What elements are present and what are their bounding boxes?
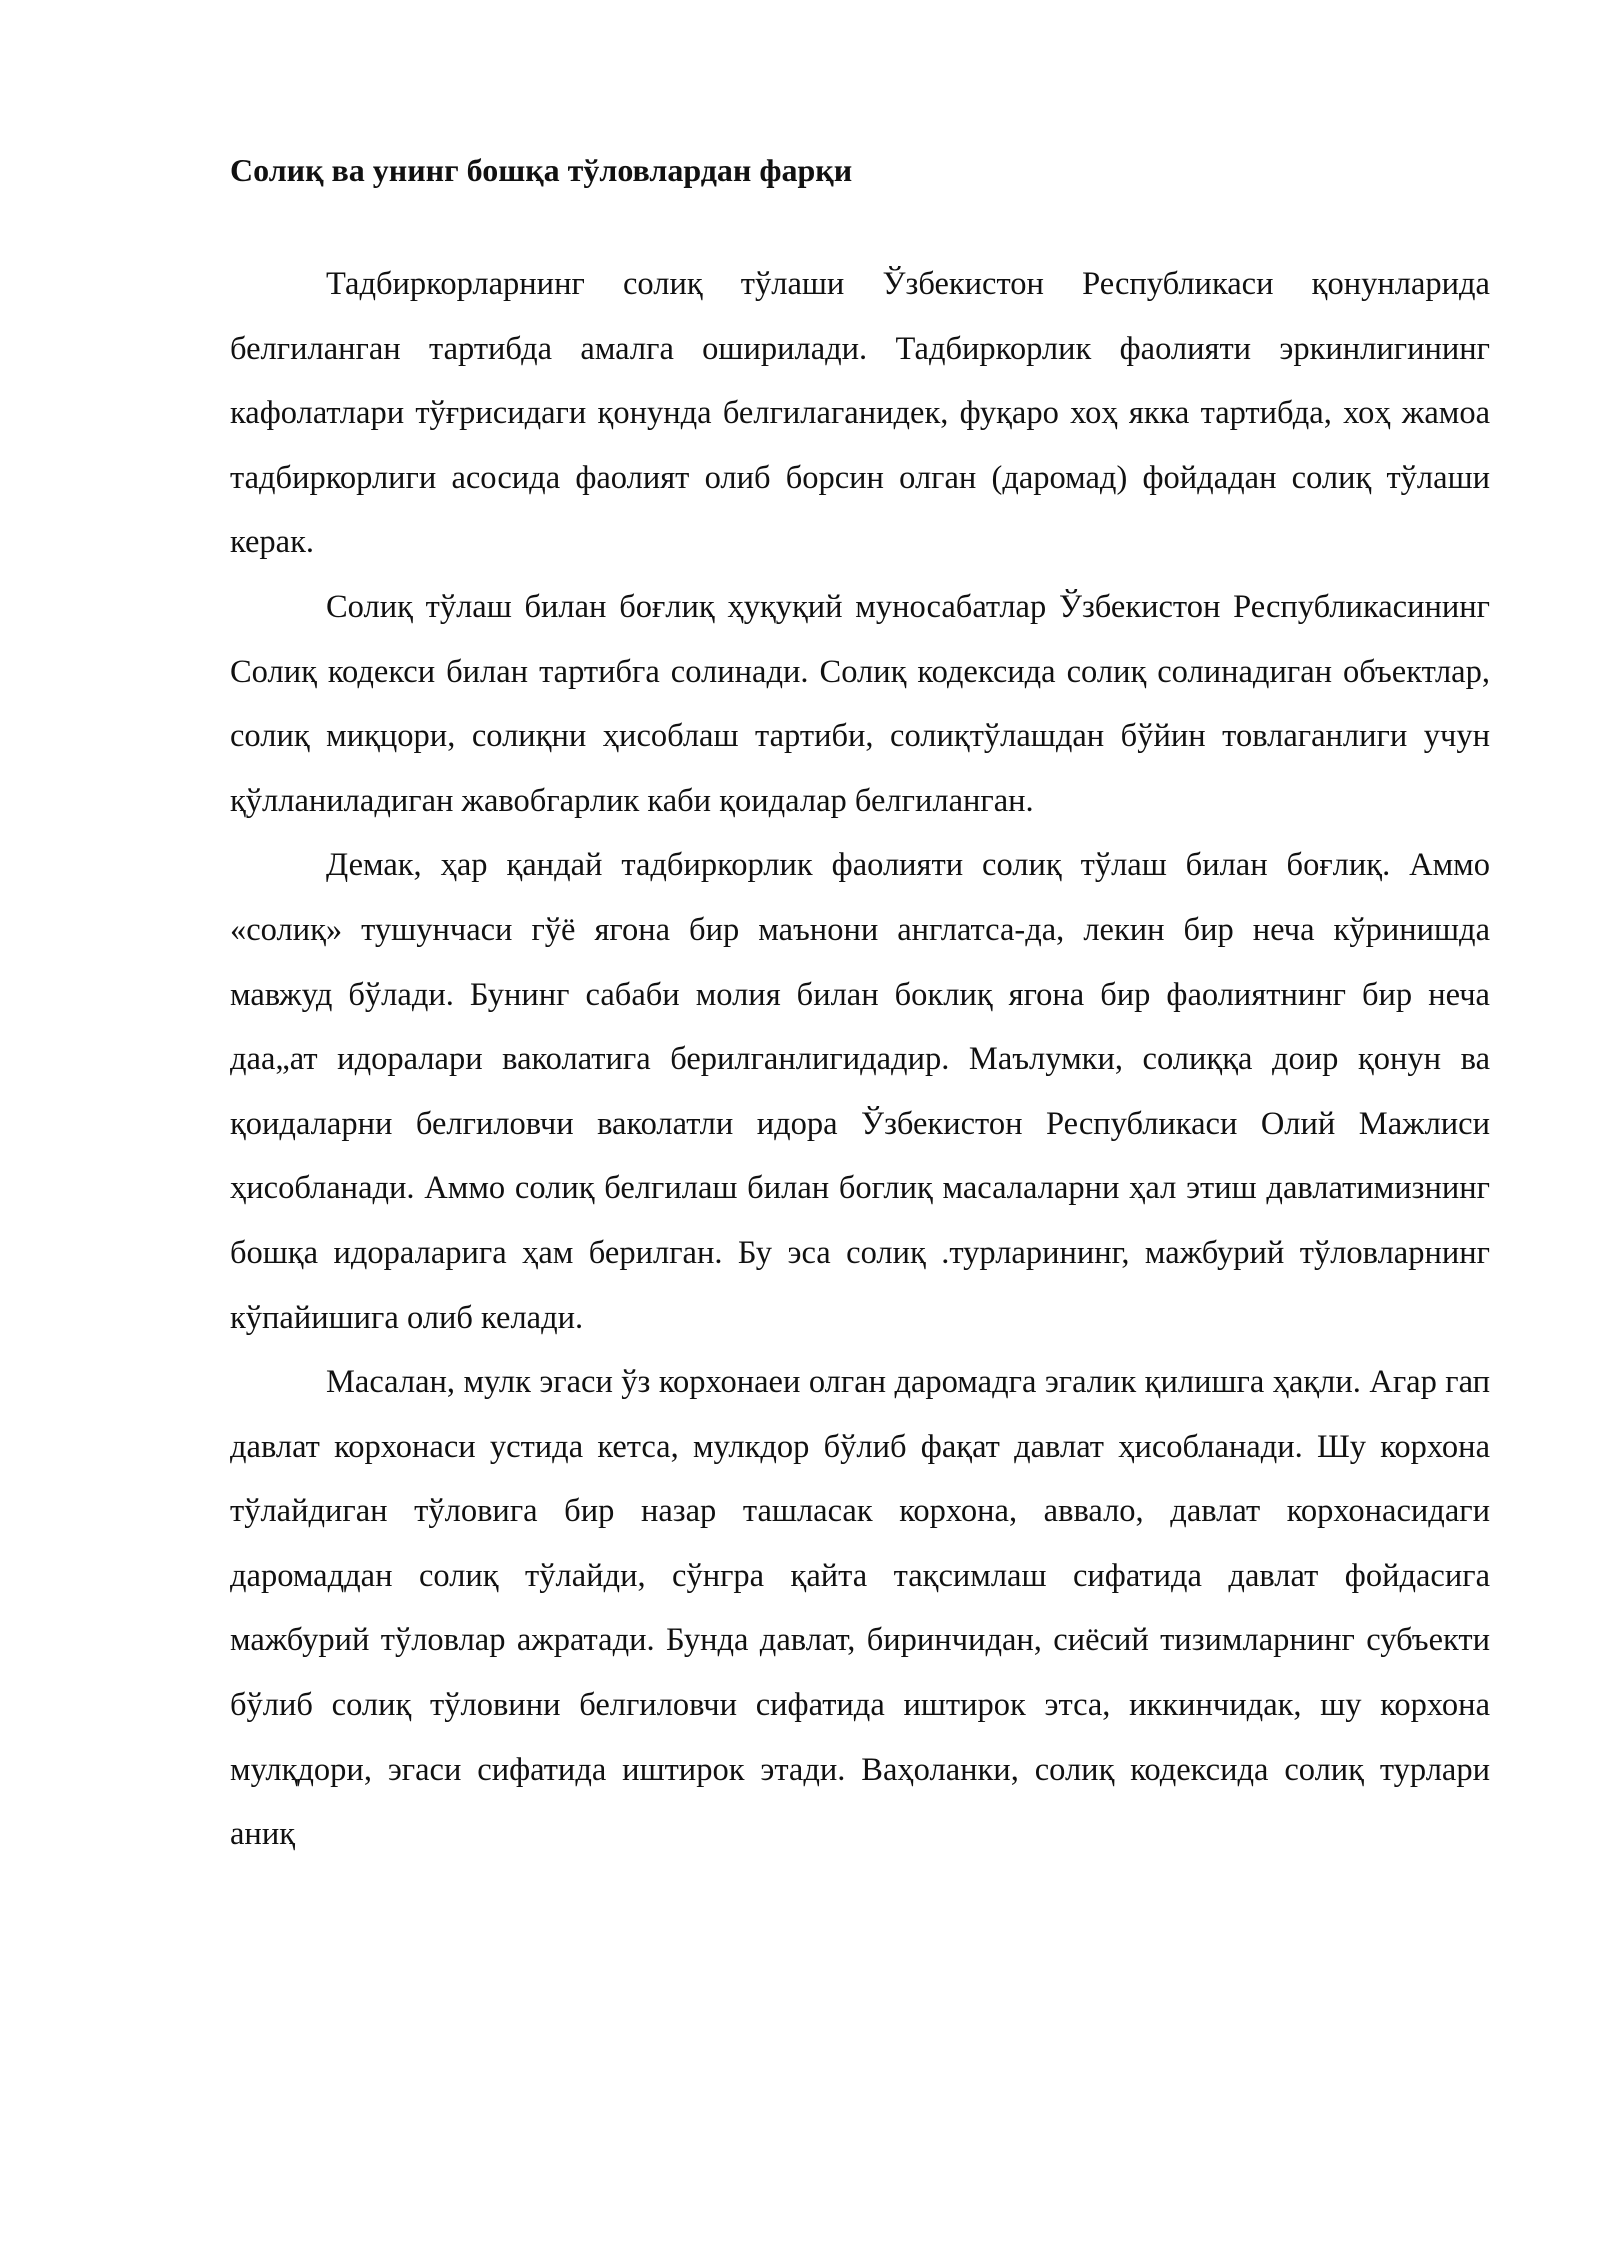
paragraph-2: Солиқ тўлаш билан боғлиқ ҳуқуқий муносабатлар Ўзбекистон Республикасининг Солиқ кодекси билан тартибга солинади. Солиқ кодексида солиқ солинадиган объектлар, солиқ миқцори, солиқни ҳисоблаш тартиби, солиқтўлашдан бўйин товлаганлиги учун қўлланиладиган жавобгарлик каби қоидалар белгиланган. — [230, 588, 1490, 819]
document-body — [230, 150, 1490, 1867]
paragraph-1: Тадбиркорларнинг солиқ тўлаши Ўзбекистон Республикаси қонунларида белгиланган тартибда амалга оширилади. Тадбиркорлик фаолияти эркинлигининг кафолатлари тўғрисидаги қонунда белгилаганидек, фуқаро хоҳ якка тартибда, хоҳ жамоа тадбиркорлиги асосида фаолият олиб борсин олган (даромад) фойдадан солиқ тўлаши керак. — [230, 266, 1490, 561]
paragraph-3: Демак, ҳар қандай тадбиркорлик фаолияти солиқ тўлаш билан боғлиқ. Аммо «солиқ» тушунчаси гўё ягона бир маънони англатса-да, лекин бир неча кўринишда мавжуд бўлади. Бунинг сабаби молия билан боклиқ ягона бир фаолиятнинг бир неча даа„ат идоралари ваколатига берилганлигидадир. Маълумки, солиққа доир қонун ва қоидаларни белгиловчи ваколатли идора Ўзбекистон Республикаси Олий Мажлиси ҳисобланади. Аммо солиқ белгилаш билан боглиқ масалаларни ҳал этиш давлатимизнинг бошқа идораларига ҳам берилган. Бу эса солиқ .турларининг, мажбурий тўловларнинг кўпайишига олиб келади. — [230, 847, 1490, 1336]
document-title: Солиқ ва унинг бошқа тўловлардан фарқи — [230, 152, 853, 188]
paragraph-4: Масалан, мулк эгаси ўз корхонаеи олган даромадга эгалик қилишга ҳақли. Агар гап давлат корхонаси устида кетса, мулкдор бўлиб фақат давлат ҳисобланади. Шу корхона тўлайдиган тўловига бир назар ташласак корхона, аввало, давлат корхонасидаги даромаддан солиқ тўлайди, сўнгра қайта тақсимлаш сифатида давлат фойдасига мажбурий тўловлар ажратади. Бунда давлат, биринчидан, сиёсий тизимларнинг субъекти бўлиб солиқ тўловини белгиловчи сифатида иштирок этса, иккинчидак, шу корхона мулқдори, эгаси сифатида иштирок этади. Ваҳоланки, солиқ кодексида солиқ турлари аниқ — [230, 1364, 1490, 1853]
